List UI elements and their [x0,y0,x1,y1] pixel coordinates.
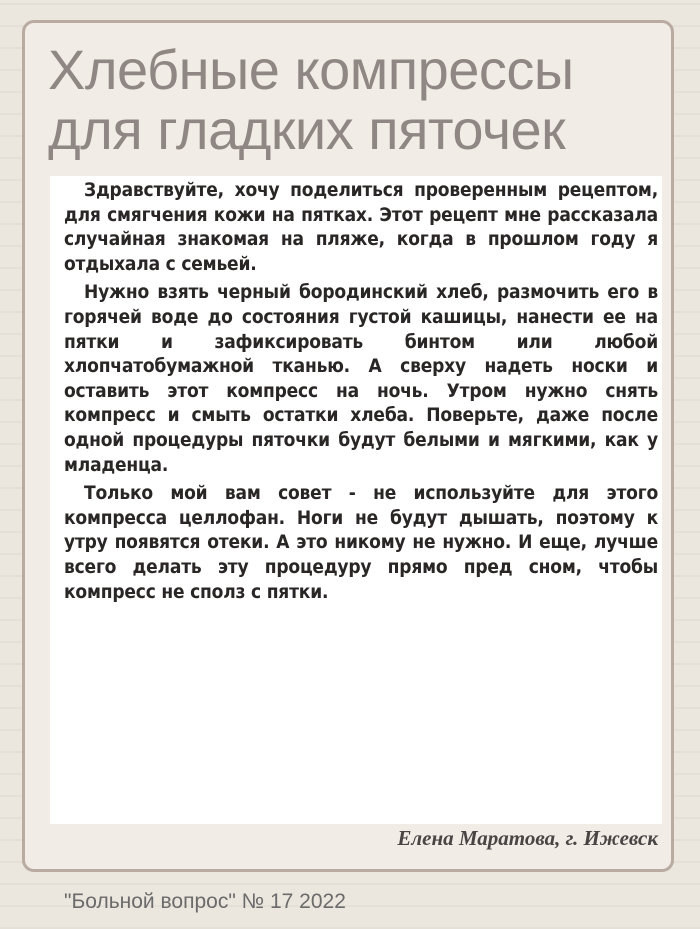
article-title-line-1: Хлебные компрессы [48,38,574,101]
article-title [48,40,668,160]
article-title-line-2: для гладких пяточек [48,98,566,161]
article-paragraph-2: Нужно взять черный бородинский хлеб, размочить его в горячей воде до состояния густой кашицы, нанести ее на пятки и зафиксировать бинтом или любой хлопчатобумажной тканью. А сверху надеть носки и оставить этот компресс на ночь. Утром нужно снять компресс и смыть остатки хлеба. Поверьте, даже после одной процедуры пяточки будут белыми и мягкими, как у младенца. [64,281,658,476]
article-paragraph-3: Только мой вам совет - не используйте для этого компресса целлофан. Ноги не будут дышать, поэтому к утру появятся отеки. А это никому не нужно. И еще, лучше всего делать эту процедуру прямо пред сном, чтобы компресс не сполз с пятки. [64,482,658,603]
source-caption: "Больной вопрос" № 17 2022 [64,890,346,913]
article-author: Елена Маратова, г. Ижевск [397,826,658,850]
article-paragraph-1: Здравствуйте, хочу поделиться проверенным рецептом, для смягчения кожи на пятках. Этот рецепт мне рассказала случайная знакомая на пляже, когда в прошлом году я отдыхала с семьей. [64,179,658,275]
article-body [50,176,662,824]
